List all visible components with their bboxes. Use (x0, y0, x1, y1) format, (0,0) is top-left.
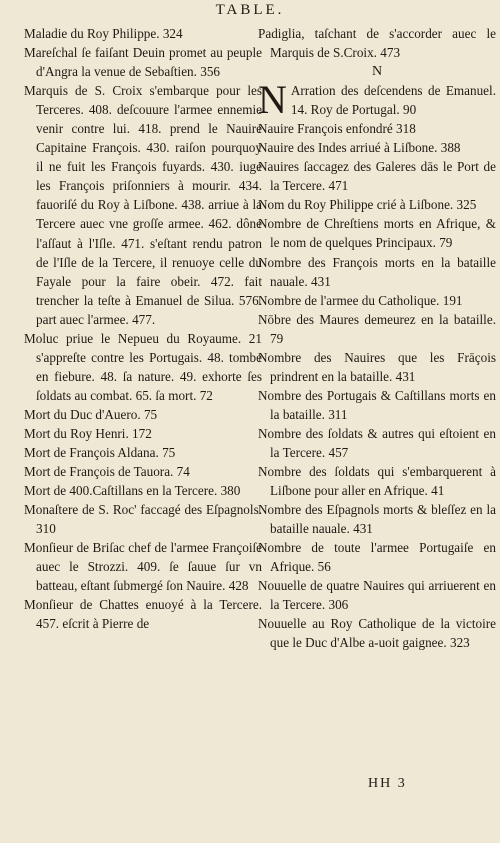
signature-mark: HH 3 (368, 776, 407, 791)
index-entry-continuation: Padiglia, taſchant de s'accorder auec le Marquis de S.Croix. 473 (258, 26, 496, 61)
index-entry: Nombre des ſoldats & autres qui eſtoient en la Tercere. 457 (258, 425, 496, 460)
index-entry: Mort de François de Tauora. 74 (24, 464, 190, 480)
index-entry: Nombre des Portugais & Caſtillans morts en la bataille. 311 (258, 387, 496, 422)
right-column (258, 24, 496, 653)
running-head: TABLE. (215, 2, 285, 18)
index-entry: Nombre de Chreſtiens morts en Afrique, & le nom de quelques Principaux. 79 (258, 216, 496, 251)
index-entry: Moluc priue le Nepueu du Royaume. 21 s'appreſte contre les Portugais. 48. tombe en fiebure. 48. ſa nature. 49. exhorte ſes ſoldats au combat. 65. ſa mort. 72 (24, 330, 262, 403)
index-entry: Nombre des François morts en la bataille nauale. 431 (258, 254, 496, 289)
index-entry: Mort de François Aldana. 75 (24, 445, 176, 461)
index-entry: Nouuelle au Roy Catholique de la victoire que le Duc d'Albe a-uoit gaignee. 323 (258, 616, 496, 651)
index-entry: Mareſchal ſe faiſant Deuin promet au peuple d'Angra la venue de Sebaſtien. 356 (24, 45, 262, 80)
index-entry: Maladie du Roy Philippe. 324 (24, 26, 183, 41)
index-entry: Marquis de S. Croix s'embarque pour les Terceres. 408. deſcouure l'armee ennemie venir contre lui. 418. prend le Nauire Capitaine François. 430. raiſon pourquoy il ne fuit les François fuyards. 430. iuge les François priſonniers à mourir. 434. fauoriſé du Roy à Liſbone. 438. arriue à la Tercere auec vne groſſe armee. 462. dône l'aſſaut à l'Iſle. 471. s'eſtant rendu patron de l'Iſle de la Tercere, il renuoye celle du Fayale pour la faire obeir. 472. fait trencher la teſte à Emanuel de Silua. 576. part auec l'armee. 477. (24, 83, 262, 327)
index-entry: Nombre de l'armee du Catholique. 191 (258, 292, 463, 308)
index-entry: Nouuelle de quatre Nauires qui arriuerent en la Tercere. 306 (258, 578, 496, 613)
drop-cap-entry-text: Arration des deſcendens de Emanuel. 14. Roy de Portugal. 90 (290, 83, 496, 118)
index-entry: Nombre de toute l'armee Portugaiſe en Afrique. 56 (258, 540, 496, 575)
index-entry: Mort de 400.Caſtillans en la Tercere. 380 (24, 483, 241, 499)
index-entry: Nauire François enfondré 318 (258, 121, 416, 137)
index-entry-first (258, 77, 496, 123)
index-entry: Nauire des Indes arriué à Liſbone. 388 (258, 140, 461, 156)
index-entry: Nombre des Eſpagnols morts & bleſſez en la bataille nauale. 431 (258, 502, 496, 537)
index-entry: Nom du Roy Philippe crié à Liſbone. 325 (258, 197, 477, 213)
index-entry: Monſieur de Briſac chef de l'armee Françoiſe auec le Strozzi. 409. ſe ſauue ſur vn batteau, eſtant ſubmergé ſon Nauire. 428 (24, 540, 262, 594)
drop-cap-letter: N (258, 77, 287, 123)
section-letter-heading: N (371, 64, 383, 80)
index-entry: Nōbre des Maures demeurez en la bataille. 79 (258, 311, 496, 346)
index-entry: Nombre des Nauires que les Frāçois prindrent en la bataille. 431 (258, 349, 496, 384)
index-entry: Monaſtere de S. Roc' faccagé des Eſpagnols. 310 (24, 502, 262, 537)
index-entry: Mort du Duc d'Auero. 75 (24, 406, 158, 422)
index-entry: Mort du Roy Henri. 172 (24, 425, 152, 441)
index-entry: Monſieur de Chattes enuoyé à la Tercere. 457. eſcrit à Pierre de (24, 597, 262, 632)
index-entry: Nombre des ſoldats qui s'embarquerent à Liſbone pour aller en Afrique. 41 (258, 464, 496, 499)
left-column (24, 24, 262, 634)
index-entry: Nauires ſaccagez des Galeres dās le Port de la Tercere. 471 (258, 159, 496, 194)
